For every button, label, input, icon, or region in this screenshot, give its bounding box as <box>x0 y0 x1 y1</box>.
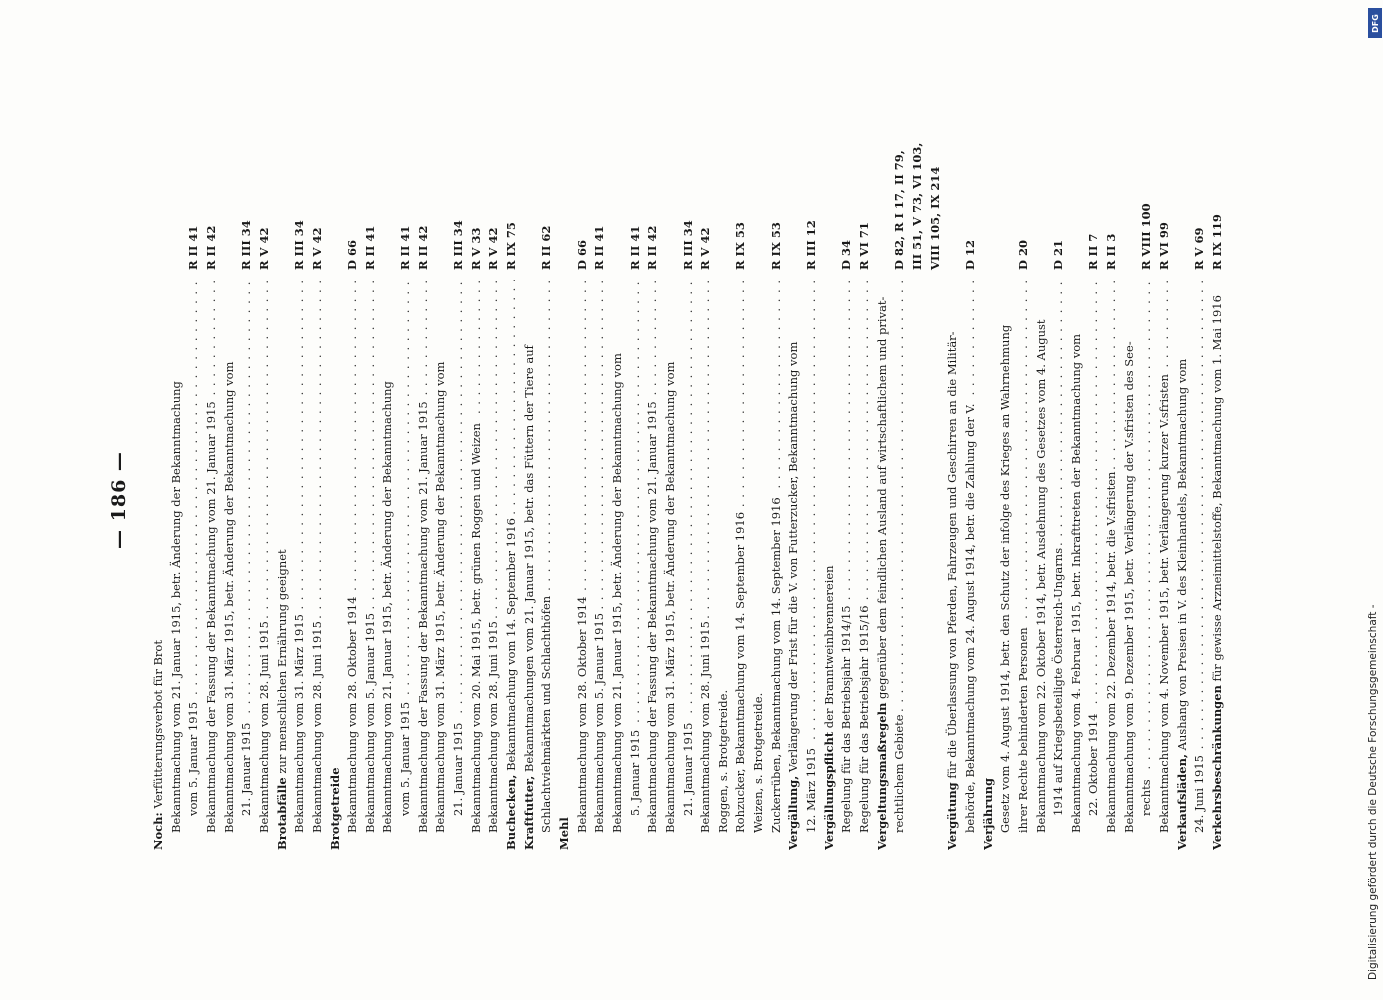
index-entry-reference: R V 42 <box>256 227 271 270</box>
index-entry-text: Bekanntmachung vom 4. Februar 1915, betr. Inkrafttreten der Bekanntmachung vom <box>1069 331 1083 833</box>
index-entry <box>1085 280 1101 816</box>
index-entry <box>327 280 343 850</box>
index-entry-text: 22. Oktober 1914 <box>1086 711 1100 816</box>
index-entry-reference: R II 41 <box>186 225 201 270</box>
index-entry-text: Bekanntmachung vom 20. Mai 1915, betr. grünen Roggen und Weizen <box>469 420 483 833</box>
index-entry <box>962 280 978 833</box>
index-entry <box>415 280 431 833</box>
index-entry <box>538 280 554 833</box>
index-entry <box>1191 280 1207 833</box>
index-entry-reference: R V 42 <box>698 227 713 270</box>
index-entry-text: Mehl <box>557 814 571 850</box>
index-entry-text: Kraftfutter, Bekanntmachungen vom 21. Januar 1915, betr. das Füttern der Tiere auf <box>522 342 536 850</box>
index-entry-reference: R IX 119 <box>1210 214 1224 270</box>
index-entry-text: Bekanntmachung vom 28. Juni 1915 <box>486 618 500 833</box>
index-entry <box>1050 280 1066 816</box>
index-entry <box>662 280 678 833</box>
index-entry-text: Brotabfälle zur menschlichen Ernährung geeignet <box>275 546 289 850</box>
index-entry <box>768 280 784 833</box>
index-entry <box>150 280 166 850</box>
index-entry-text: Bekanntmachung vom 28. Oktober 1914 <box>575 594 589 833</box>
index-entry-text: Bekanntmachung vom 31. März 1915 <box>292 611 306 833</box>
index-entry-text: Bekanntmachung vom 21. Januar 1915, betr. Änderung der Bekanntmachung <box>169 378 183 833</box>
index-entry-reference: R II 41 <box>398 225 413 270</box>
index-entry <box>221 280 237 833</box>
index-entry <box>856 280 872 833</box>
index-entry <box>838 280 854 833</box>
index-entry-reference: R VI 99 <box>1157 222 1172 270</box>
index-entry-reference: R III 12 <box>804 220 819 270</box>
index-entry-reference: III 51, V 73, VI 103, <box>909 142 924 270</box>
index-entry <box>397 280 413 816</box>
index-entry <box>574 280 590 833</box>
index-entry-text: 21. Januar 1915 <box>451 720 465 817</box>
index-entry-text: rechtlichem Gebiete <box>892 711 906 833</box>
index-entry <box>1068 280 1084 833</box>
index-entry-reference: D 82, R I 17, II 79, <box>892 150 907 270</box>
index-entry-text: ihrer Rechte behinderten Personen <box>1016 624 1030 833</box>
index-entry-text: Verkehrsbeschränkungen für gewisse Arzneimittelstoffe, Bekanntmachung vom 1. Mai 1916 <box>1210 292 1224 850</box>
index-entry-text: Roggen, s. Brotgetreide. <box>716 687 730 833</box>
index-entry <box>450 280 466 816</box>
index-entry <box>556 280 572 850</box>
index-entry-text: Zuckerrüben, Bekanntmachung vom 14. September 1916 <box>769 494 783 833</box>
index-entry <box>344 280 360 833</box>
index-entry-text: Bekanntmachung vom 28. Juni 1915 <box>257 618 271 833</box>
index-entry <box>256 280 272 833</box>
index-entry <box>874 280 890 850</box>
index-entry <box>238 280 254 816</box>
index-entry-reference: R V 42 <box>486 227 501 270</box>
index-entry-text: Bekanntmachung vom 21. Januar 1915, betr. Änderung der Bekanntmachung vom <box>610 350 624 833</box>
index-entry <box>609 280 625 833</box>
index-entry-reference: D 12 <box>962 240 977 270</box>
index-entry-text: Bekanntmachung vom 9. Dezember 1915, betr. Verlängerung der V.sfristen des See- <box>1122 338 1136 833</box>
index-entry <box>997 280 1013 833</box>
index-entry-text: Bekanntmachung vom 31. März 1915, betr. Änderung der Bekanntmachung vom <box>222 359 236 833</box>
index-entry <box>627 280 643 816</box>
index-entry <box>1033 280 1049 833</box>
index-entry <box>732 280 748 833</box>
index-entry-reference: R II 41 <box>627 225 642 270</box>
index-entry-text: Bekanntmachung vom 31. März 1915, betr. Änderung der Bekanntmachung vom <box>663 359 677 833</box>
index-entry-text: Bekanntmachung vom 22. Oktober 1914, betr. Ausdehnung des Gesetzes vom 4. August <box>1034 316 1048 833</box>
index-entry <box>821 280 837 850</box>
index-entry <box>891 280 907 833</box>
index-entry <box>944 280 960 850</box>
index-entry-reference: D 21 <box>1051 240 1066 270</box>
index-entry <box>1174 280 1190 850</box>
index-entry-reference: R II 41 <box>592 225 607 270</box>
index-entry <box>362 280 378 833</box>
index-entry-text: 1914 auf Kriegsbeteiligte Österreich-Ungarns <box>1051 545 1065 816</box>
dfg-logo <box>1368 8 1382 38</box>
index-entry-reference: R II 42 <box>415 225 430 270</box>
index-entry-text: Bekanntmachung vom 21. Januar 1915, betr. Änderung der Bekanntmachung <box>380 378 394 833</box>
index-entry-reference: R II 41 <box>362 225 377 270</box>
index-entry <box>1103 280 1119 833</box>
index-entry <box>468 280 484 833</box>
index-entry-reference: D 20 <box>1015 240 1030 270</box>
index-entry-reference: R II 3 <box>1104 233 1119 270</box>
index-entry-text: Bekanntmachung vom 4. November 1915, betr. Verlängerung kurzer V.sfristen <box>1157 371 1171 833</box>
index-entry-reference: R II 42 <box>203 225 218 270</box>
index-entry <box>1015 280 1031 833</box>
index-entry-reference: R V 33 <box>468 227 483 270</box>
index-entry-text: rechts <box>1139 776 1153 816</box>
index-entry-text: Bekanntmachung der Fassung der Bekanntmachung vom 21. Januar 1915 <box>416 398 430 833</box>
index-entry <box>521 280 537 850</box>
index-entry-text: Vergällung, Verlängerung der Frist für die V. von Futterzucker, Bekanntmachung vom <box>786 339 800 850</box>
index-entry <box>274 280 290 850</box>
index-entry <box>1138 280 1154 816</box>
index-entry <box>644 280 660 833</box>
index-entry-reference: D 34 <box>839 240 854 270</box>
dfg-credit-text: Digitalisierung gefördert durch die Deutsche Forschungsgemeinschaft - <box>1367 604 1379 980</box>
index-entry <box>185 280 201 816</box>
index-entry-text: Verkaufsläden, Aushang von Preisen in V. des Kleinhandels, Bekanntmachung vom <box>1175 356 1189 850</box>
index-entry-text: Verjährung <box>981 775 995 850</box>
page-number: — 186 — <box>108 451 130 549</box>
index-entry-text: vom 5. Januar 1915 <box>398 699 412 816</box>
index-entry <box>591 280 607 833</box>
index-entry-reference: VIII 105, IX 214 <box>927 166 942 270</box>
index-entry-reference: R VIII 100 <box>1139 203 1154 270</box>
index-entry-reference: R III 34 <box>451 220 466 270</box>
index-entry-text: Regelung für das Betriebsjahr 1914/15 <box>839 602 853 833</box>
index-entry-text: Gesetz vom 4. August 1914, betr. den Schutz der infolge des Krieges an Wahrnehmung <box>998 322 1012 833</box>
index-entry <box>503 280 519 850</box>
index-entry-reference: R II 42 <box>645 225 660 270</box>
index-entry-reference: D 66 <box>574 240 589 270</box>
index-entry-text: Bekanntmachung vom 28. Oktober 1914 <box>345 594 359 833</box>
index-entry-text: Bekanntmachung der Fassung der Bekanntmachung vom 21. Januar 1915 <box>204 398 218 833</box>
index-entry-text: 12. März 1915 <box>804 745 818 833</box>
index-entry-text: Bekanntmachung der Fassung der Bekanntmachung vom 21. Januar 1915 <box>645 398 659 833</box>
index-entry-text: Bekanntmachung vom 5. Januar 1915 <box>592 610 606 833</box>
index-entry-reference: R III 34 <box>239 220 254 270</box>
index-entry <box>432 280 448 833</box>
index-entry-text: Weizen, s. Brotgetreide. <box>751 690 765 833</box>
index-entry <box>785 280 801 850</box>
index-entry-text: 21. Januar 1915 <box>681 720 695 817</box>
index-entry <box>803 280 819 833</box>
index-entry-reference: R III 34 <box>292 220 307 270</box>
index-entry-text: Vergeltungsmaßregeln gegenüber dem feindlichen Ausland auf wirtschaftlichem und privat- <box>875 294 889 850</box>
index-entry-text: Bekanntmachung vom 5. Januar 1915 <box>363 610 377 833</box>
index-entry <box>680 280 696 816</box>
index-entry-text: 21. Januar 1915 <box>239 720 253 817</box>
index-entry <box>715 280 731 833</box>
index-entry-text: Regelung für das Betriebsjahr 1915/16 <box>857 602 871 833</box>
index-entry-reference: R VI 71 <box>857 222 871 270</box>
index-entry-reference: R IX 53 <box>768 222 783 270</box>
index-entry-text: Bekanntmachung vom 28. Juni 1915 <box>698 618 712 833</box>
index-entry <box>203 280 219 833</box>
index-entry <box>309 280 325 833</box>
index-entry-text: 5. Januar 1915 <box>628 727 642 816</box>
index-entry-text: Brotgetreide <box>328 764 342 850</box>
index-entry <box>379 280 395 833</box>
index-entry-reference: R II 7 <box>1086 233 1101 270</box>
index-entry <box>291 280 307 833</box>
index-entry-text: Rohzucker, Bekanntmachung vom 14. September 1916 <box>733 509 747 833</box>
index-entry-reference: R IX 53 <box>733 222 748 270</box>
index-entry-text: Buchecken, Bekanntmachung vom 14. September 1916 <box>504 515 518 850</box>
index-entry <box>168 280 184 833</box>
index-entry-text: behörde, Bekanntmachung vom 24. August 1914, betr. die Zahlung der V. <box>963 401 977 833</box>
index-entry-reference: R III 34 <box>680 220 695 270</box>
index-entry <box>485 280 501 833</box>
index-entry-text: Bekanntmachung vom 22. Dezember 1914, betr. die V.sfristen <box>1104 469 1118 833</box>
index-entry-text: Vergütung für die Überlassung von Pferden, Fahrzeugen und Geschirren an die Militär- <box>945 328 959 850</box>
index-entry <box>750 280 766 833</box>
index-entry <box>980 280 996 850</box>
index-entry <box>1121 280 1137 833</box>
index-entry-reference: R V 69 <box>1192 227 1207 270</box>
index-entry-text: Bekanntmachung vom 28. Juni 1915 <box>310 618 324 833</box>
index-entry-reference: R II 62 <box>539 225 554 270</box>
index-entry-reference: R IX 75 <box>504 222 518 270</box>
index-entry-reference: D 66 <box>345 240 360 270</box>
index-entry <box>697 280 713 833</box>
dfg-logo-text: DFG <box>1370 13 1380 33</box>
index-entry-text: Schlachtviehmärkten und Schlachthöfen <box>539 593 553 833</box>
index-entry <box>1209 280 1225 850</box>
index-entry-text: Noch: Verfütterungsverbot für Brot <box>151 637 165 850</box>
index-entry-text: Vergällungspflicht der Branntweinbrennereien <box>822 562 836 850</box>
index-entry-text: 24. Juni 1915 <box>1192 752 1206 833</box>
index-entry <box>1156 280 1172 833</box>
index-entry-text: Bekanntmachung vom 31. März 1915, betr. Änderung der Bekanntmachung vom <box>433 359 447 833</box>
index-entry-reference: R V 42 <box>309 227 324 270</box>
index-entry-text: vom 5. Januar 1915 <box>186 699 200 816</box>
